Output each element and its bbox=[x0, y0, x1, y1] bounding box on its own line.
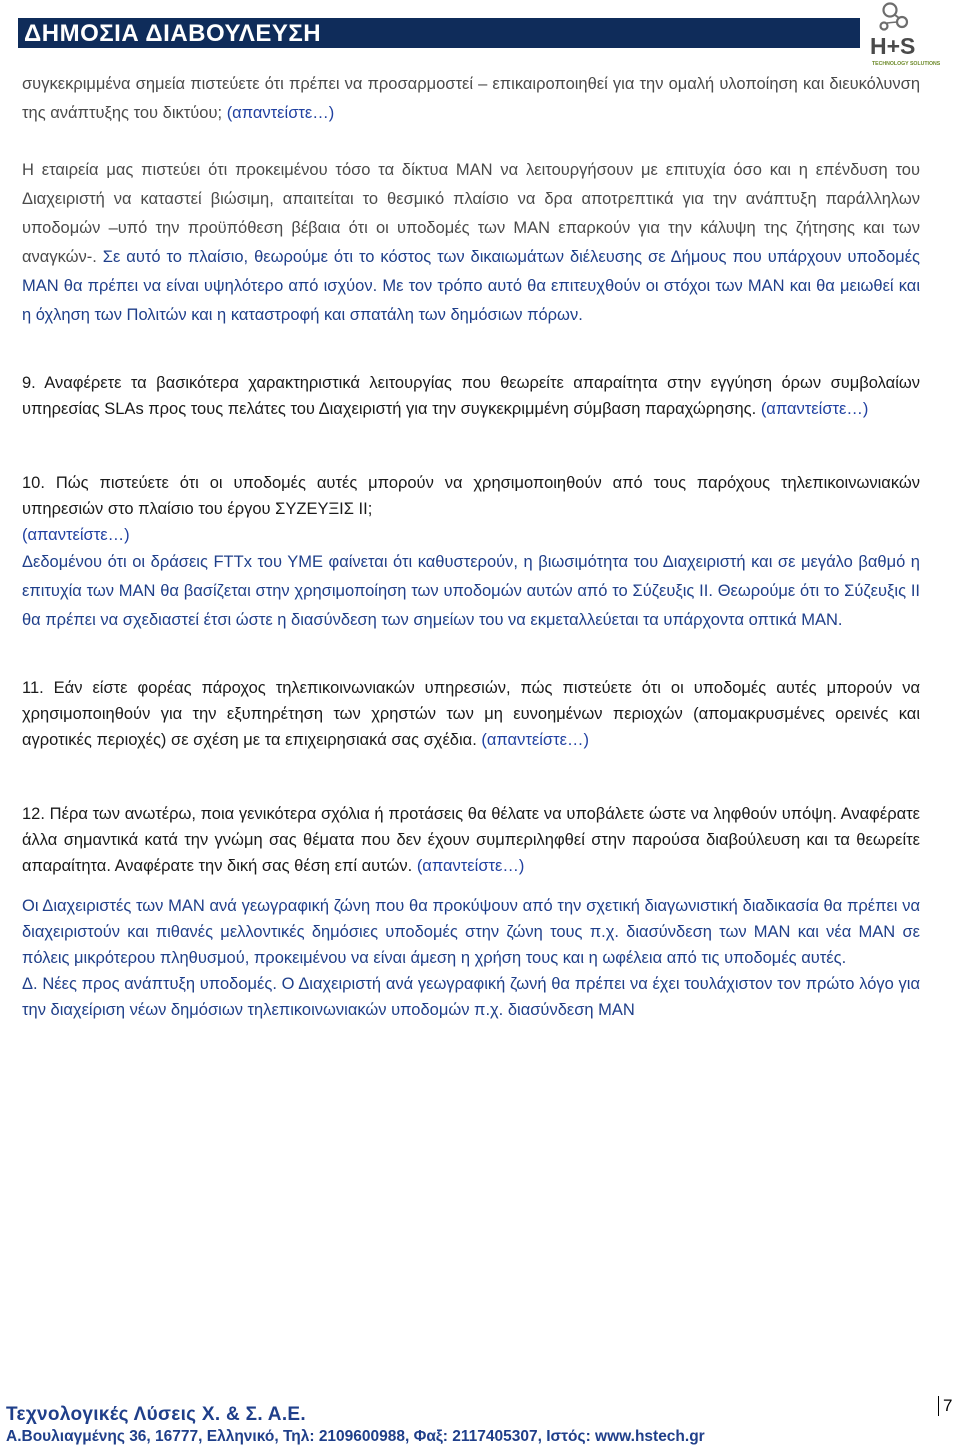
logo-subtext: TECHNOLOGY SOLUTIONS bbox=[872, 61, 941, 67]
intro-answer-part-b: Σε αυτό το πλαίσιο, θεωρούμε ότι το κόστος των δικαιωμάτων διέλευσης σε Δήμους που υπάρχουν υποδομές ΜΑΝ θα πρέπει να είναι υψηλότερο από ισχύον. Με τον τρόπο αυτό θα επιτευχθούν οι στόχοι των ΜΑΝ και θα μειωθεί και η όχληση των Πολιτών και η καταστροφή και σπατάλη των δημόσιων πόρων. bbox=[22, 248, 920, 324]
intro-answer-link[interactable]: (απαντείστε…) bbox=[226, 104, 335, 122]
question-11-text: 11. Εάν είστε φορέας πάροχος τηλεπικοινωνιακών υπηρεσιών, πώς πιστεύετε ότι οι υποδομές αυτές μπορούν να χρησιμοποιηθούν για την εξυπηρέτηση των χρηστών των μη ευνοημένων περιοχών (απομακρυσμένες ορεινές και αγροτικές περιοχές) σε σχέση με τα επιχειρησιακά σας σχέδια. bbox=[22, 679, 920, 749]
intro-question bbox=[22, 70, 920, 128]
intro-answer bbox=[22, 156, 920, 330]
question-12 bbox=[22, 801, 920, 879]
question-11-answer-link[interactable]: (απαντείστε…) bbox=[481, 731, 589, 749]
question-10-text: 10. Πώς πιστεύετε ότι οι υποδομές αυτές μπορούν να χρησιμοποιηθούν από τους παρόχους τηλεπικοινωνιακών υπηρεσιών στο πλαίσιο του έργου ΣΥΖΕΥΞΙΣ ΙΙ; bbox=[22, 474, 920, 518]
question-10-answer: Δεδομένου ότι οι δράσεις FTTx του ΥΜΕ φαίνεται ότι καθυστερούν, η βιωσιμότητα του Διαχειριστή και σε μεγάλο βαθμό η επιτυχία των ΜΑΝ θα βασίζεται στην χρησιμοποίηση των υποδομών αυτών από το Σύζευξις ΙΙ. Θεωρούμε ότι το Σύζευξις ΙΙ θα πρέπει να σχεδιαστεί έτσι ώστε η διασύνδεση των σημείων του να εκμεταλλεύεται τα υπάρχοντα οπτικά ΜΑΝ. bbox=[22, 553, 920, 629]
intro-answer-part-a: Η εταιρεία μας πιστεύει ότι προκειμένου τόσο τα δίκτυα ΜΑΝ να λειτουργήσουν με επιτυχία όσο και η επένδυση του Διαχειριστή να καταστεί βιώσιμη, απαιτείται το θεσμικό πλαίσιο να δρα αποτρεπτικά για την ανάπτυξη παράλληλων υποδομών –υπό την προϋπόθεση βέβαια ότι οι υποδομές των ΜΑΝ επαρκούν για την κάλυψη της ζήτησης και των αναγκών-. bbox=[22, 161, 920, 266]
question-10 bbox=[22, 470, 920, 548]
question-9-text: 9. Αναφέρετε τα βασικότερα χαρακτηριστικά λειτουργίας που θεωρείτε απαραίτητα στην εγγύηση όρων συμβολαίων υπηρεσίας SLAs προς τους πελάτες του Διαχειριστή για την συγκεκριμμένη σύμβαση παραχώρησης. bbox=[22, 374, 920, 418]
question-9 bbox=[22, 370, 920, 422]
footer-company: Τεχνολογικές Λύσεις Χ. & Σ. Α.Ε. bbox=[6, 1404, 306, 1425]
question-12-text: 12. Πέρα των ανωτέρω, ποια γενικότερα σχόλια ή προτάσεις θα θέλατε να υποβάλετε ώστε να ληφθούν υπόψη. Αναφέρατε άλλα σημαντικά κατά την γνώμη σας θέματα που δεν έχουν συμπεριληφθεί στην παρούσα διαβούλευση και τα θεωρείτε απαραίτητα. Αναφέρατε την δική σας θέση επί αυτών. bbox=[22, 805, 920, 875]
question-12-answer-2: Δ. Νέες προς ανάπτυξη υποδομές. Ο Διαχειριστή ανά γεωγραφική ζωνή θα πρέπει να έχει τουλάχιστον τον πρώτο λόγο για την διαχείριση νέων δημόσιων τηλεπικοινωνιακών υποδομών π.χ. διασύνδεση ΜΑΝ bbox=[22, 975, 920, 1019]
footer-address: Α.Βουλιαγμένης 36, 16777, Ελληνικό, Τηλ: 2109600988, Φαξ: 2117405307, Ιστός: www.hstech.gr bbox=[6, 1428, 705, 1445]
question-12-answer-link[interactable]: (απαντείστε…) bbox=[416, 857, 525, 875]
question-10-answer-link[interactable]: (απαντείστε…) bbox=[22, 526, 130, 544]
question-12-answer-1: Οι Διαχειριστές των ΜΑΝ ανά γεωγραφική ζώνη που θα προκύψουν από την σχετική διαγωνιστική διαδικασία θα πρέπει να διαχειριστούν και πιθανές μελλοντικές δημόσιες υποδομές στην ζώνη τους π.χ. διασύνδεση των ΜΑΝ και νέα ΜΑΝ σε πόλεις μικρότερου πληθυσμού, προκειμένου να είναι άμεση η χρήση τους και η ωφέλεια από τις υποδομές αυτές. bbox=[22, 897, 920, 967]
page-number: 7 bbox=[938, 1396, 952, 1416]
question-11 bbox=[22, 675, 920, 753]
intro-question-text: συγκεκριμμένα σημεία πιστεύετε ότι πρέπει να προσαρμοστεί – επικαιροποιηθεί για την ομαλή υλοποίηση και διευκόλυνση της ανάπτυξης του δικτύου; bbox=[22, 75, 920, 122]
logo-text: H+S bbox=[870, 33, 916, 59]
company-logo bbox=[862, 0, 942, 70]
header-bar bbox=[18, 18, 860, 48]
question-9-answer-link[interactable]: (απαντείστε…) bbox=[760, 400, 869, 418]
document-body bbox=[22, 70, 920, 1023]
page-title: ΔΗΜΟΣΙΑ ΔΙΑΒΟΥΛΕΥΣΗ bbox=[24, 20, 322, 47]
